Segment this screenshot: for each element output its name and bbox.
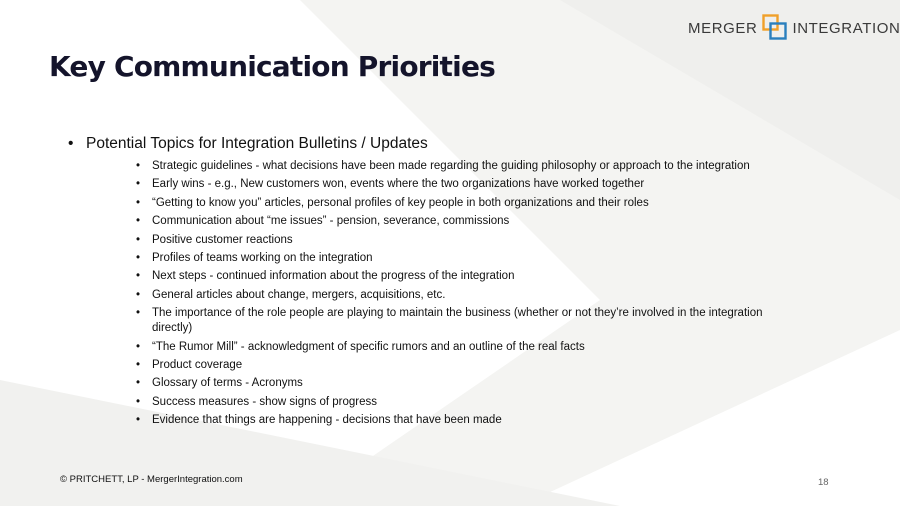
list-item (136, 177, 796, 192)
list-item-text: Product coverage (152, 358, 243, 371)
list-item (136, 358, 796, 373)
bullet-icon: • (136, 414, 141, 427)
list-item (136, 376, 796, 391)
bullet-icon: • (136, 340, 141, 353)
list-item (136, 306, 796, 336)
bullet-icon: • (136, 215, 141, 228)
list-item-text: Next steps - continued information about the progress of the integration (152, 270, 515, 283)
list-item (136, 159, 796, 174)
list-item-text: Positive customer reactions (152, 233, 293, 246)
main-topic-label: Potential Topics for Integration Bulletins / Updates (86, 135, 428, 152)
list-item (136, 413, 796, 428)
bullet-icon: • (136, 358, 141, 371)
bullet-icon: • (136, 377, 141, 390)
page-number: 18 (818, 477, 829, 488)
bullet-icon: • (136, 307, 141, 320)
list-item (136, 233, 796, 248)
overlapping-squares-icon (762, 14, 788, 42)
bullet-icon: • (136, 233, 141, 246)
list-item-text: Strategic guidelines - what decisions have been made regarding the guiding philosophy or approach to the integration (152, 160, 750, 172)
topic-list (136, 159, 796, 428)
bullet-icon: • (136, 251, 141, 264)
list-item (136, 340, 796, 355)
bullet-icon: • (136, 178, 141, 191)
list-item (136, 196, 796, 211)
list-item-text: Evidence that things are happening - decisions that have been made (152, 414, 502, 427)
list-item (136, 288, 796, 303)
company-logo (688, 14, 900, 42)
bullet-icon: • (136, 288, 141, 301)
list-item (136, 251, 796, 266)
list-item-text: Early wins - e.g., New customers won, events where the two organizations have worked together (152, 178, 645, 191)
list-item-text: Profiles of teams working on the integration (152, 251, 373, 264)
bullet-icon: • (136, 160, 141, 172)
main-topic (68, 135, 848, 153)
list-item-text: Communication about “me issues” - pension, severance, commissions (152, 215, 510, 228)
logo-word-merger: MERGER (688, 19, 758, 37)
list-item-text: Glossary of terms - Acronyms (152, 377, 303, 390)
list-item (136, 269, 796, 284)
list-item-text: “The Rumor Mill” - acknowledgment of specific rumors and an outline of the real facts (152, 340, 585, 353)
list-item (136, 214, 796, 229)
footer-copyright: © PRITCHETT, LP - MergerIntegration.com (60, 474, 243, 485)
bullet-icon: • (136, 196, 141, 209)
logo-word-integration: INTEGRATION (792, 19, 900, 37)
bullet-icon: • (136, 395, 141, 408)
content-area (68, 135, 848, 431)
list-item-text: “Getting to know you” articles, personal profiles of key people in both organizations and their roles (152, 196, 649, 209)
list-item-text: Success measures - show signs of progress (152, 395, 377, 408)
list-item-text: The importance of the role people are playing to maintain the business (whether or not they’re involved in the integration directly) (152, 307, 763, 335)
list-item-text: General articles about change, mergers, acquisitions, etc. (152, 288, 446, 301)
page-title: Key Communication Priorities (49, 50, 495, 83)
bullet-icon: • (68, 135, 74, 152)
list-item (136, 395, 796, 410)
bullet-icon: • (136, 270, 141, 283)
